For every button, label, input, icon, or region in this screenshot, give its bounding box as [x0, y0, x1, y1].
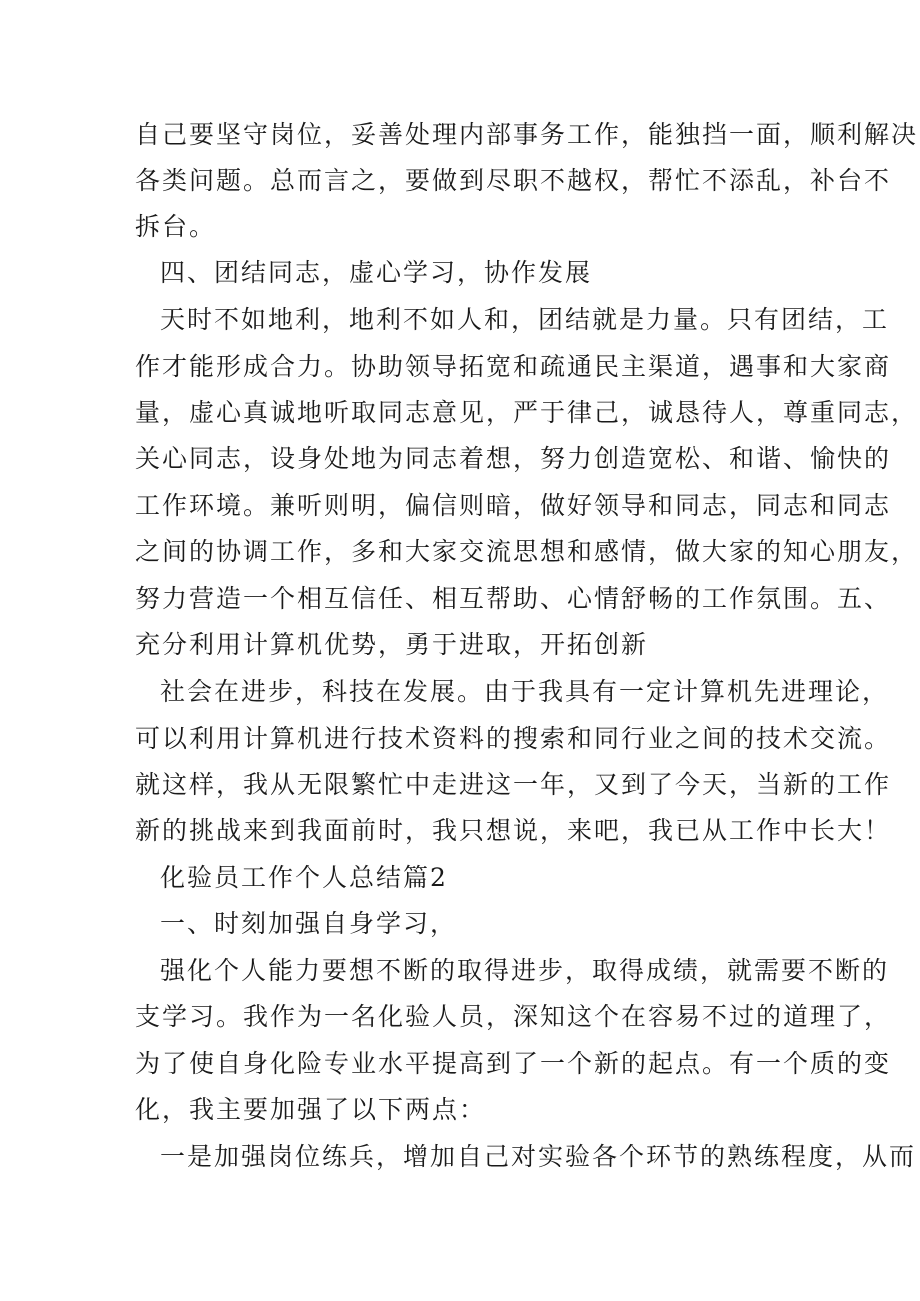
- text-line: 之间的协调工作，多和大家交流思想和感情，做大家的知心朋友，: [135, 537, 919, 566]
- text-line: 为了使自身化险专业水平提高到了一个新的起点。有一个质的变: [135, 1049, 892, 1078]
- text-line: 各类问题。总而言之，要做到尽职不越权，帮忙不添乱，补台不: [135, 166, 892, 195]
- text-line: 可以利用计算机进行技术资料的搜索和同行业之间的技术交流。: [135, 724, 892, 753]
- text-line: 就这样，我从无限繁忙中走进这一年，又到了今天，当新的工作: [135, 770, 892, 799]
- section-heading: 四、团结同志，虚心学习，协作发展: [160, 258, 593, 287]
- text-line: 化，我主要加强了以下两点：: [135, 1095, 487, 1124]
- text-line: 强化个人能力要想不断的取得进步，取得成绩，就需要不断的: [160, 956, 890, 985]
- text-line: 社会在进步，科技在发展。由于我具有一定计算机先进理论，: [160, 677, 890, 706]
- text-line: 支学习。我作为一名化验人员，深知这个在容易不过的道理了，: [135, 1002, 892, 1031]
- text-line: 自己要坚守岗位，妥善处理内部事务工作，能独挡一面，顺利解决: [135, 120, 919, 149]
- text-line: 充分利用计算机优势，勇于进取，开拓创新: [135, 630, 649, 659]
- text-line: 量，虚心真诚地听取同志意见，严于律己，诚恳待人，尊重同志，: [135, 398, 919, 427]
- text-line: 一是加强岗位练兵，增加自己对实验各个环节的熟练程度，从而: [160, 1142, 917, 1171]
- text-line: 拆台。: [135, 212, 217, 241]
- article-title: 化验员工作个人总结篇2: [160, 863, 448, 892]
- text-line: 新的挑战来到我面前时，我只想说，来吧，我已从工作中长大！: [135, 816, 892, 845]
- text-line: 工作环境。兼听则明，偏信则暗，做好领导和同志，同志和同志: [135, 491, 892, 520]
- section-heading: 一、时刻加强自身学习，: [160, 909, 458, 938]
- text-line: 天时不如地利，地利不如人和，团结就是力量。只有团结，工: [160, 305, 890, 334]
- text-line: 关心同志，设身处地为同志着想，努力创造宽松、和谐、愉快的: [135, 444, 892, 473]
- text-line: 作才能形成合力。协助领导拓宽和疏通民主渠道，遇事和大家商: [135, 352, 892, 381]
- text-line: 努力营造一个相互信任、相互帮助、心情舒畅的工作氛围。五、: [135, 584, 892, 613]
